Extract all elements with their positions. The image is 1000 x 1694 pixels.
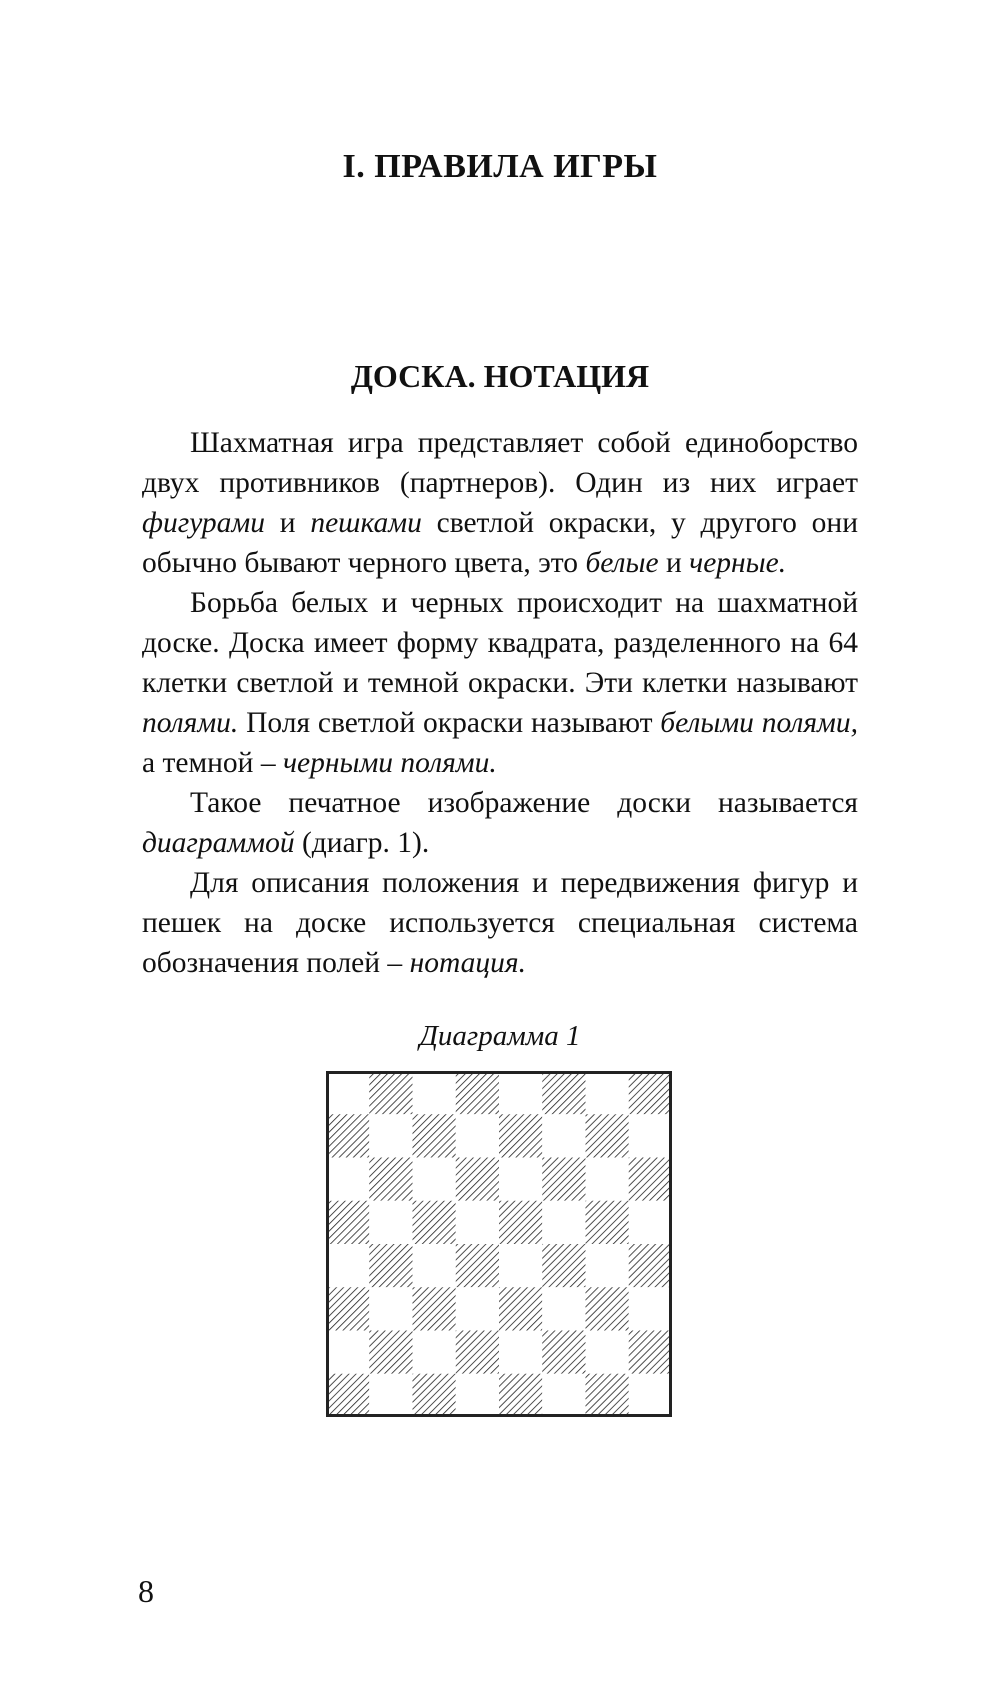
board-square-dark: [542, 1071, 585, 1114]
board-square-light: [326, 1244, 369, 1287]
board-square-light: [499, 1071, 542, 1114]
italic-term: фигурами: [142, 507, 265, 539]
italic-term: нотация.: [409, 947, 526, 979]
section-title: ДОСКА. НОТАЦИЯ: [350, 358, 650, 394]
chapter-title: I. ПРАВИЛА ИГРЫ: [342, 148, 658, 185]
text-run: а темной –: [142, 747, 283, 779]
paragraph: [142, 583, 858, 783]
board-square-dark: [629, 1244, 672, 1287]
board-square-dark: [369, 1244, 412, 1287]
board-square-light: [542, 1114, 585, 1157]
board-square-light: [369, 1201, 412, 1244]
board-square-light: [413, 1244, 456, 1287]
board-square-light: [456, 1374, 499, 1417]
board-square-light: [456, 1287, 499, 1330]
board-square-dark: [326, 1201, 369, 1244]
board-square-light: [542, 1287, 585, 1330]
board-square-dark: [629, 1331, 672, 1374]
board-square-light: [499, 1331, 542, 1374]
board-square-light: [369, 1114, 412, 1157]
board-square-dark: [499, 1374, 542, 1417]
board-square-dark: [629, 1071, 672, 1114]
board-square-dark: [586, 1287, 629, 1330]
paragraph: [142, 863, 858, 983]
italic-term: черными полями.: [282, 747, 497, 779]
board-square-dark: [413, 1114, 456, 1157]
board-square-light: [542, 1201, 585, 1244]
board-square-dark: [456, 1158, 499, 1201]
board-square-light: [586, 1158, 629, 1201]
board-square-light: [456, 1114, 499, 1157]
board-square-dark: [456, 1331, 499, 1374]
board-square-light: [456, 1201, 499, 1244]
board-square-light: [629, 1374, 672, 1417]
board-square-dark: [326, 1114, 369, 1157]
text-run: Для описания положения и передвижения фигур и пешек на доске используется специальная система обозначения полей –: [142, 867, 858, 979]
board-square-dark: [456, 1244, 499, 1287]
board-square-light: [629, 1114, 672, 1157]
board-square-dark: [586, 1374, 629, 1417]
board-square-light: [586, 1071, 629, 1114]
text-run: и: [264, 507, 311, 539]
board-square-dark: [413, 1201, 456, 1244]
board-square-light: [369, 1287, 412, 1330]
board-square-dark: [542, 1244, 585, 1287]
italic-term: белые: [585, 547, 659, 579]
italic-term: белыми полями,: [660, 707, 859, 739]
body-text: [142, 423, 858, 983]
text-run: Такое печатное изображение доски называется: [190, 787, 858, 819]
chessboard-diagram: [326, 1071, 672, 1417]
diagram-caption: Диаграмма 1: [419, 1020, 581, 1052]
board-square-dark: [456, 1071, 499, 1114]
italic-term: диаграммой: [142, 827, 295, 859]
text-run: Борьба белых и черных происходит на шахматной доске. Доска имеет форму квадрата, разделенного на 64 клетки светлой и темной окраски. Эти клетки называют: [142, 587, 858, 699]
board-square-light: [326, 1331, 369, 1374]
text-run: Шахматная игра представляет собой единоборство двух противников (партнеров). Один из них играет: [142, 427, 858, 499]
board-square-dark: [629, 1158, 672, 1201]
board-square-light: [586, 1331, 629, 1374]
paragraph: [142, 423, 858, 583]
text-run: (диагр. 1).: [294, 827, 430, 859]
board-square-light: [629, 1201, 672, 1244]
board-square-dark: [586, 1114, 629, 1157]
board-square-dark: [326, 1287, 369, 1330]
board-square-dark: [499, 1114, 542, 1157]
board-square-dark: [369, 1331, 412, 1374]
board-square-light: [326, 1158, 369, 1201]
page-number: 8: [138, 1573, 154, 1609]
board-square-light: [326, 1071, 369, 1114]
italic-term: пешками: [310, 507, 422, 539]
board-square-light: [369, 1374, 412, 1417]
paragraph: [142, 783, 858, 863]
board-square-dark: [499, 1201, 542, 1244]
board-square-light: [629, 1287, 672, 1330]
board-square-dark: [413, 1374, 456, 1417]
board-square-light: [542, 1374, 585, 1417]
board-square-light: [586, 1244, 629, 1287]
board-square-dark: [369, 1071, 412, 1114]
board-square-light: [413, 1331, 456, 1374]
board-square-dark: [586, 1201, 629, 1244]
italic-term: черные.: [689, 547, 787, 579]
board-square-light: [413, 1071, 456, 1114]
text-run: светлой окраски, у другого они обычно бывают черного цвета, это: [142, 507, 859, 579]
board-square-light: [413, 1158, 456, 1201]
board-square-dark: [542, 1158, 585, 1201]
board-square-light: [499, 1244, 542, 1287]
board-square-dark: [413, 1287, 456, 1330]
board-square-dark: [369, 1158, 412, 1201]
board-square-dark: [542, 1331, 585, 1374]
text-run: Поля светлой окраски называют: [238, 707, 661, 739]
board-square-dark: [499, 1287, 542, 1330]
text-run: и: [658, 547, 690, 579]
italic-term: полями.: [142, 707, 239, 739]
board-square-dark: [326, 1374, 369, 1417]
board-square-light: [499, 1158, 542, 1201]
